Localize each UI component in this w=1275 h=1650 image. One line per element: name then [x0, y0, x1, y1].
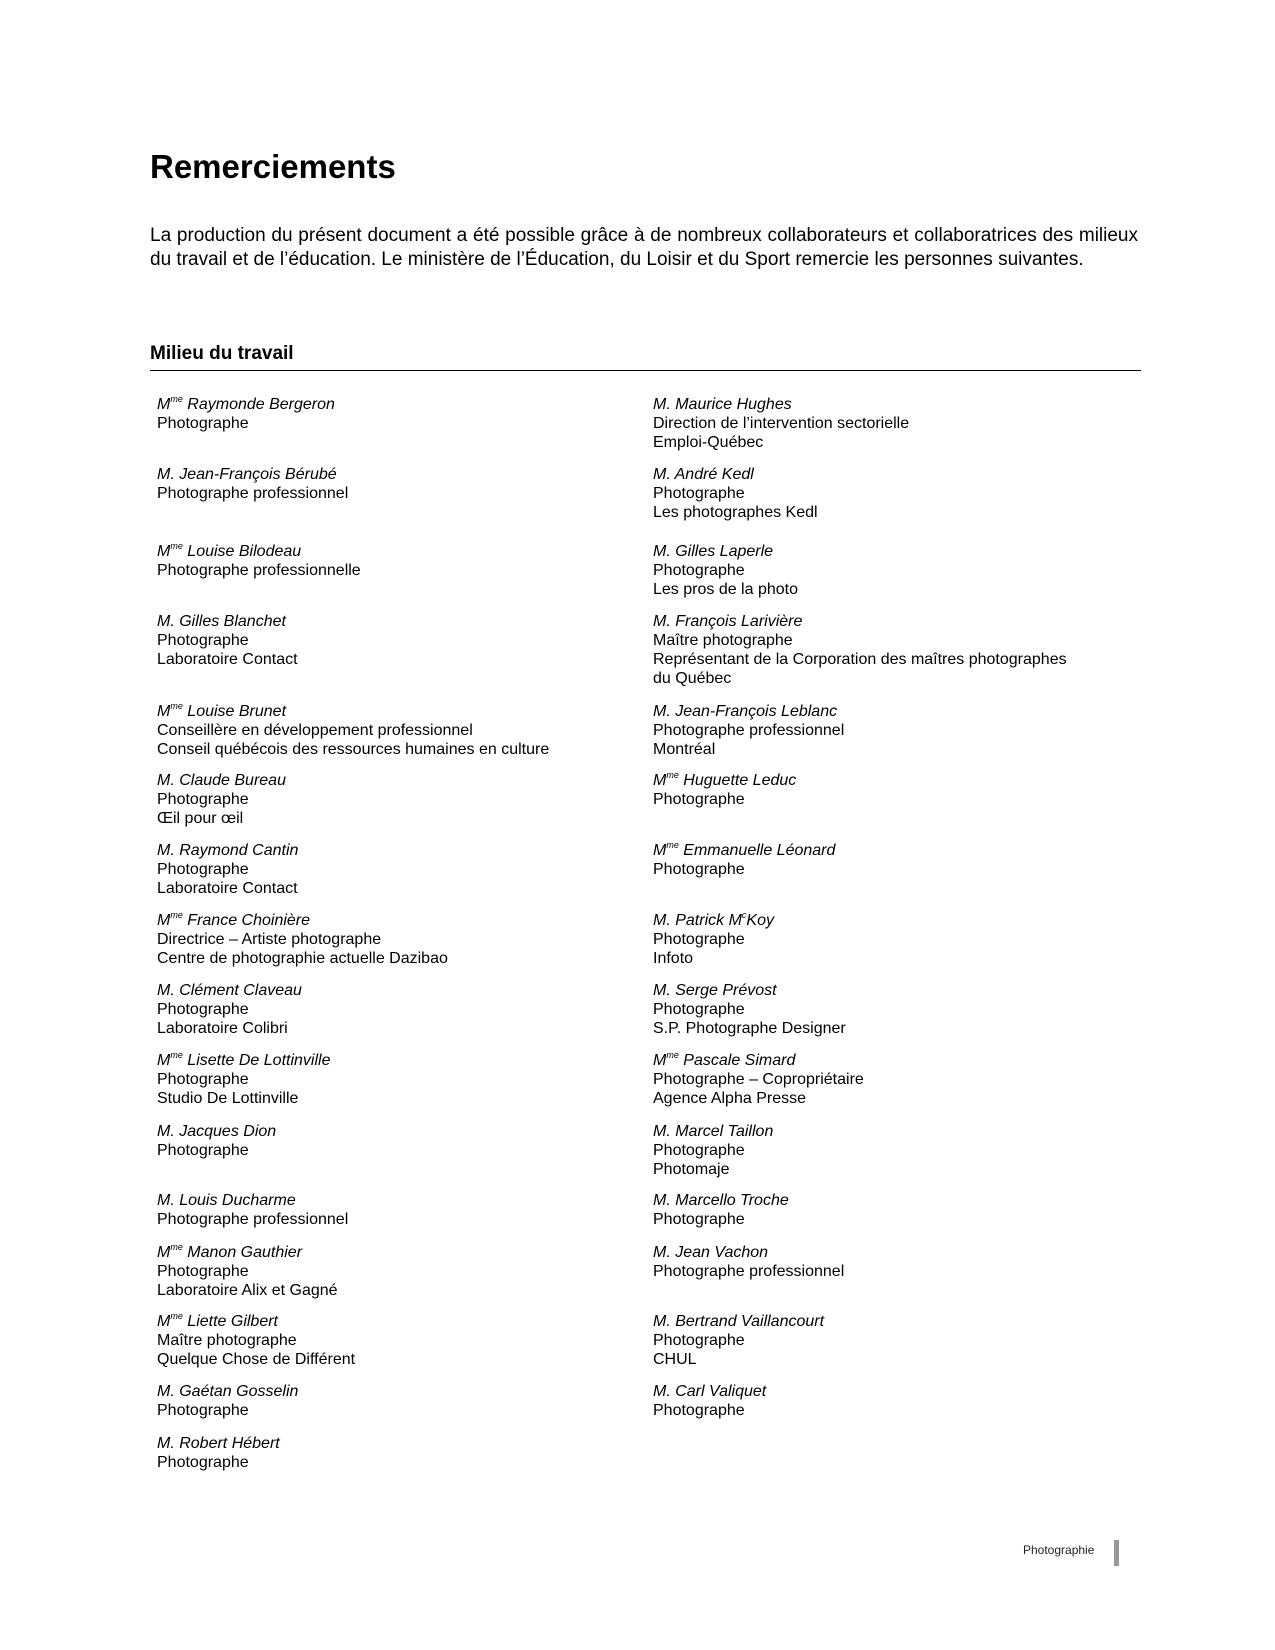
person-name [653, 1122, 773, 1141]
person-detail: Maître photographe [653, 632, 793, 649]
person-detail: Photographe [157, 632, 249, 649]
person-name [157, 1051, 330, 1070]
person-detail: S.P. Photographe Designer [653, 1020, 846, 1037]
title-superscript: me [170, 1050, 183, 1060]
name-text: M. Louis Ducharme [157, 1192, 296, 1209]
person-detail: Photographe [653, 485, 745, 502]
section-title: Milieu du travail [150, 343, 294, 364]
name-text: M [157, 1313, 171, 1330]
person-name [157, 612, 298, 631]
name-text: M [157, 396, 171, 413]
person-detail: Laboratoire Colibri [157, 1020, 288, 1037]
person-detail: Photographe [653, 1142, 745, 1159]
person-entry [157, 1382, 298, 1420]
person-detail: Photographe [653, 562, 745, 579]
person-detail: Centre de photographie actuelle Dazibao [157, 950, 448, 967]
name-text: Emmanuelle Léonard [678, 842, 836, 859]
person-name [157, 702, 549, 721]
person-name [653, 771, 796, 790]
person-detail: Photographe [653, 861, 745, 878]
person-entry [653, 1191, 789, 1229]
person-detail: Photographe [653, 791, 745, 808]
name-text: Louise Brunet [182, 703, 287, 720]
person-entry [653, 911, 774, 968]
person-entry [157, 841, 298, 898]
person-name [653, 1191, 789, 1210]
person-entry [157, 1243, 338, 1300]
person-name [157, 395, 335, 414]
person-name [653, 1382, 766, 1401]
person-detail: Photographe [157, 1263, 249, 1280]
person-entry [157, 981, 302, 1038]
person-name [157, 911, 448, 930]
person-detail: du Québec [653, 670, 732, 687]
person-detail: Directrice – Artiste photographe [157, 931, 382, 948]
person-entry [157, 1312, 355, 1369]
person-detail: Photographe [653, 1402, 745, 1419]
person-detail: Photographe [157, 1402, 249, 1419]
title-superscript: me [170, 910, 183, 920]
person-entry [157, 1122, 276, 1160]
person-name [653, 841, 835, 860]
footer-bar [1114, 1540, 1119, 1566]
person-detail: Conseil québécois des ressources humaines en culture [157, 741, 550, 758]
person-name [653, 911, 774, 930]
person-detail: Photographe [157, 1454, 249, 1471]
name-text: M. Clément Claveau [157, 982, 302, 999]
name-text: M. Raymond Cantin [157, 842, 299, 859]
title-superscript: me [170, 541, 183, 551]
person-detail: Photographe professionnel [653, 1263, 845, 1280]
name-text: M. Maurice Hughes [653, 396, 792, 413]
person-name [157, 771, 286, 790]
name-text: M. Marcello Troche [653, 1192, 789, 1209]
person-detail: Photographe – Copropriétaire [653, 1071, 864, 1088]
name-text: Huguette Leduc [678, 772, 797, 789]
name-text: M. Gilles Blanchet [157, 613, 286, 630]
person-entry [653, 771, 796, 809]
name-text: M [157, 1244, 171, 1261]
person-detail: Laboratoire Alix et Gagné [157, 1282, 338, 1299]
name-text: Liette Gilbert [182, 1313, 278, 1330]
name-text: M [157, 1052, 171, 1069]
name-text: M [653, 1052, 667, 1069]
person-name [157, 1434, 280, 1453]
name-text: Louise Bilodeau [182, 543, 302, 560]
name-text: M. François Larivière [653, 613, 803, 630]
person-name [653, 612, 1067, 631]
person-detail: Conseillère en développement professionnel [157, 722, 473, 739]
person-entry [653, 1312, 824, 1369]
name-text: M. Bertrand Vaillancourt [653, 1313, 825, 1330]
person-name [653, 981, 846, 1000]
person-detail: Photographe [157, 1001, 249, 1018]
person-detail: Photographe professionnel [157, 485, 349, 502]
footer-label: Photographie [1023, 1543, 1095, 1557]
name-text: M [157, 912, 171, 929]
person-entry [157, 542, 361, 580]
person-entry [157, 771, 286, 828]
person-name [653, 1243, 844, 1262]
name-text: M [157, 543, 171, 560]
person-entry [653, 1122, 773, 1179]
name-text: M. Gaétan Gosselin [157, 1383, 299, 1400]
person-detail: Laboratoire Contact [157, 880, 298, 897]
person-entry [157, 395, 335, 433]
title-superscript: me [170, 701, 183, 711]
person-detail: Photographe [653, 1001, 745, 1018]
person-entry [653, 465, 818, 522]
person-detail: CHUL [653, 1351, 697, 1368]
person-entry [653, 612, 1067, 688]
person-name [653, 465, 818, 484]
person-name [157, 981, 302, 1000]
name-text: M [157, 703, 171, 720]
person-detail: Photographe [653, 931, 745, 948]
person-entry [157, 702, 549, 759]
person-detail: Les photographes Kedl [653, 504, 818, 521]
person-detail: Direction de l’intervention sectorielle [653, 415, 910, 432]
title-superscript: me [666, 770, 679, 780]
title-superscript: me [170, 1242, 183, 1252]
person-entry [653, 981, 846, 1038]
section-divider [150, 370, 1141, 371]
person-entry [653, 1243, 844, 1281]
person-detail: Photographe professionnel [157, 1211, 349, 1228]
person-entry [157, 1434, 280, 1472]
person-detail: Maître photographe [157, 1332, 297, 1349]
name-text: Koy [746, 912, 774, 929]
name-text: M. Gilles Laperle [653, 543, 774, 560]
name-text: Lisette De Lottinville [182, 1052, 331, 1069]
person-name [653, 702, 844, 721]
person-entry [157, 465, 348, 503]
person-name [157, 841, 298, 860]
person-detail: Photographe [653, 1211, 745, 1228]
name-text: M. Jacques Dion [157, 1123, 277, 1140]
name-text: M [653, 772, 667, 789]
name-text: M. Patrick M [653, 912, 742, 929]
name-text: M. André Kedl [653, 466, 754, 483]
name-text: M. Jean-François Leblanc [653, 703, 838, 720]
name-text: M. Robert Hébert [157, 1435, 280, 1452]
name-text: Pascale Simard [678, 1052, 796, 1069]
person-detail: Laboratoire Contact [157, 651, 298, 668]
name-text: France Choinière [182, 912, 311, 929]
person-name [157, 1312, 355, 1331]
person-name [157, 465, 348, 484]
person-entry [157, 1051, 330, 1108]
title-superscript: me [666, 1050, 679, 1060]
title-superscript: me [170, 394, 183, 404]
person-detail: Montréal [653, 741, 716, 758]
person-entry [157, 1191, 348, 1229]
person-entry [653, 702, 844, 759]
person-name [653, 1312, 824, 1331]
person-name [157, 1122, 276, 1141]
person-detail: Infoto [653, 950, 694, 967]
person-entry [653, 395, 909, 452]
person-detail: Photographe [157, 1071, 249, 1088]
person-name [157, 1191, 348, 1210]
name-text: M. Jean Vachon [653, 1244, 769, 1261]
person-entry [157, 911, 448, 968]
title-superscript: me [666, 840, 679, 850]
person-entry [653, 1382, 766, 1420]
person-name [157, 1243, 338, 1262]
person-detail: Photographe [157, 1142, 249, 1159]
page-title: Remerciements [150, 148, 396, 185]
person-detail: Quelque Chose de Différent [157, 1351, 356, 1368]
person-detail: Œil pour œil [157, 810, 244, 827]
person-detail: Photographe professionnel [653, 722, 845, 739]
person-entry [653, 542, 798, 599]
title-superscript: c [741, 910, 747, 920]
person-name [653, 542, 798, 561]
name-text: Manon Gauthier [182, 1244, 303, 1261]
person-detail: Agence Alpha Presse [653, 1090, 806, 1107]
name-text: M. Carl Valiquet [653, 1383, 767, 1400]
person-detail: Les pros de la photo [653, 581, 798, 598]
name-text: M. Jean-François Bérubé [157, 466, 337, 483]
person-entry [653, 841, 835, 879]
name-text: Raymonde Bergeron [182, 396, 335, 413]
person-name [157, 542, 361, 561]
name-text: M [653, 842, 667, 859]
name-text: M. Marcel Taillon [653, 1123, 774, 1140]
intro-paragraph: La production du présent document a été possible grâce à de nombreux collaborateurs et collaboratrices des milieux du travail et de l’éducation. Le ministère de l’Éducation, du Loisir et du Sport remercie les personnes suivantes. [150, 225, 1138, 270]
person-detail: Photomaje [653, 1161, 730, 1178]
person-name [653, 395, 909, 414]
person-detail: Photographe [157, 415, 249, 432]
name-text: M. Serge Prévost [653, 982, 777, 999]
person-entry [157, 612, 298, 669]
person-detail: Emploi-Québec [653, 434, 764, 451]
person-entry [653, 1051, 864, 1108]
name-text: M. Claude Bureau [157, 772, 286, 789]
person-name [653, 1051, 864, 1070]
person-detail: Studio De Lottinville [157, 1090, 299, 1107]
person-detail: Représentant de la Corporation des maîtres photographes [653, 651, 1067, 668]
title-superscript: me [170, 1311, 183, 1321]
person-detail: Photographe [157, 861, 249, 878]
person-name [157, 1382, 298, 1401]
person-detail: Photographe [653, 1332, 745, 1349]
person-detail: Photographe professionnelle [157, 562, 361, 579]
person-detail: Photographe [157, 791, 249, 808]
